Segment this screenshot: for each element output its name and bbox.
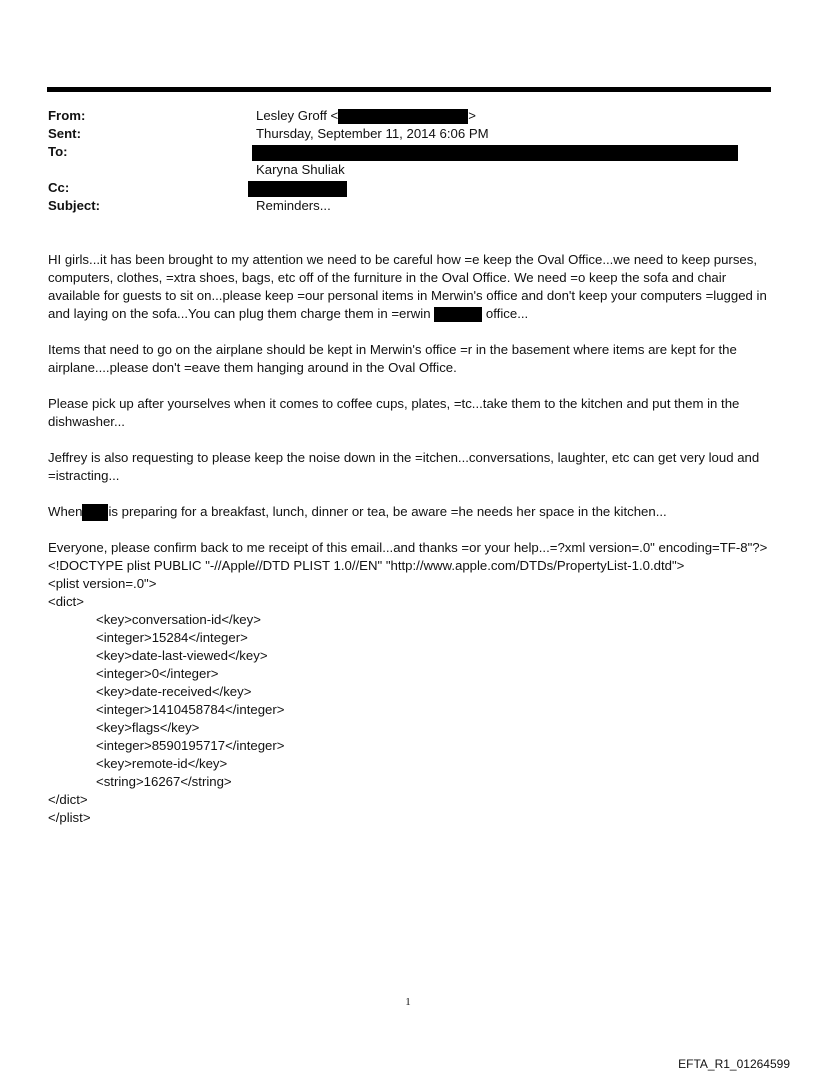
redaction-box — [338, 109, 468, 124]
redaction-box — [82, 504, 108, 521]
sent-value: Thursday, September 11, 2014 6:06 PM — [256, 126, 489, 141]
email-body — [48, 251, 770, 827]
paragraph-1-tail: office... — [485, 306, 529, 321]
redaction-box — [252, 145, 738, 161]
cc-value-redacted — [248, 179, 347, 197]
to-row-2 — [48, 161, 748, 179]
cc-row — [48, 179, 748, 197]
to-row — [48, 143, 748, 161]
redaction-box — [434, 307, 482, 322]
xml-line: <key>date-last-viewed</key> — [96, 648, 268, 664]
cc-label: Cc: — [48, 180, 70, 195]
xml-line: <key>remote-id</key> — [96, 756, 228, 772]
plist-close: </plist> — [48, 810, 91, 826]
paragraph-5 — [48, 503, 770, 521]
xml-line: <integer>15284</integer> — [96, 630, 248, 646]
dict-close: </dict> — [48, 792, 88, 808]
from-row — [48, 107, 748, 125]
xml-line: <key>conversation-id</key> — [96, 612, 261, 628]
paragraph-3: Please pick up after yourselves when it comes to coffee cups, plates, =tc...take them to the kitchen and put them in the dishwasher... — [48, 396, 740, 429]
xml-line: <key>date-received</key> — [96, 684, 252, 700]
sent-row — [48, 125, 748, 143]
from-lt: < — [330, 108, 339, 123]
dict-open: <dict> — [48, 594, 84, 610]
redaction-box — [248, 181, 347, 197]
paragraph-1 — [48, 251, 770, 323]
xml-line: <string>16267</string> — [96, 774, 232, 790]
xml-line: <integer>0</integer> — [96, 666, 219, 682]
xml-line: <key>flags</key> — [96, 720, 200, 736]
sent-label: Sent: — [48, 126, 81, 141]
paragraph-5-start: When — [48, 504, 83, 519]
paragraph-2: Items that need to go on the airplane should be kept in Merwin's office =r in the basement where items are kept for the airplane....please don't =eave them hanging around in the Oval Office. — [48, 342, 737, 375]
subject-value: Reminders... — [256, 198, 331, 213]
from-gt: > — [468, 108, 476, 123]
from-value — [256, 107, 476, 125]
from-name: Lesley Groff — [256, 108, 327, 123]
subject-row — [48, 197, 748, 215]
paragraph-4: Jeffrey is also requesting to please keep the noise down in the =itchen...conversations, laughter, etc can get very loud and =istracting... — [48, 450, 760, 483]
header-rule — [47, 87, 771, 92]
to-name-2: Karyna Shuliak — [256, 162, 345, 177]
document-id: EFTA_R1_01264599 — [678, 1057, 790, 1071]
from-label: From: — [48, 108, 86, 123]
paragraph-5-text: is preparing for a breakfast, lunch, dinner or tea, be aware =he needs her space in the kitchen... — [108, 504, 667, 519]
page-number: 1 — [405, 996, 411, 1008]
xml-line: <integer>1410458784</integer> — [96, 702, 285, 718]
paragraph-1-text: HI girls...it has been brought to my attention we need to be careful how =e keep the Oval Office...we need to keep purses, computers, clothes, =xtra shoes, bags, etc off of the furniture in the Oval Office. We need =o keep the sofa and chair available for guests to sit on...please keep =our personal items in Merwin's office and don't keep your computers =lugged in and laying on the sofa...You can plug them charge them in =erwin — [48, 252, 767, 321]
plist-open: <plist version=.0"> — [48, 576, 157, 592]
to-value-redacted — [252, 143, 738, 161]
paragraph-6: Everyone, please confirm back to me receipt of this email...and thanks =or your help...=?xml version=.0" encoding=TF-8"?> <!DOCTYPE plist PUBLIC "-//Apple//DTD PLIST 1.0//EN" "http://www.apple.com/DTDs/PropertyList-1.0.dtd"> — [48, 540, 768, 574]
subject-label: Subject: — [48, 198, 101, 213]
email-header — [48, 107, 748, 215]
xml-line: <integer>8590195717</integer> — [96, 738, 285, 754]
to-label: To: — [48, 144, 68, 159]
